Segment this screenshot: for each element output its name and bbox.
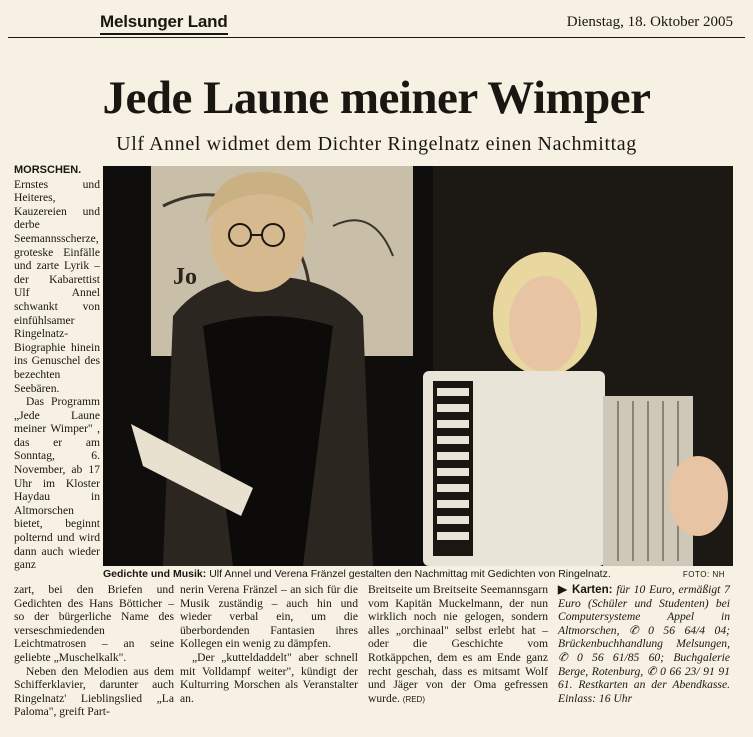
- woman-head: [509, 276, 581, 372]
- paragraph: nerin Verena Fränzel – an sich für die Musik zuständig – auch hin und wieder verbal ein, um die überbordenden Fantasien ihres Kollegen ein wenig zu dämpfen.: [180, 583, 358, 651]
- photo-illustration: [103, 166, 733, 566]
- ticket-info-label: ▶ Karten:: [558, 583, 613, 596]
- ticket-info: [558, 583, 730, 705]
- paragraph: Neben den Melodien aus dem Schifferklavier, darunter auch Ringelnatz' Lieblingslied „La Paloma", greift Part-: [14, 664, 174, 719]
- article-column-3: [368, 583, 548, 706]
- banner-text: Jo: [173, 264, 197, 290]
- caption-label: Gedichte und Musik:: [103, 568, 207, 580]
- header-rule: [8, 37, 745, 38]
- author-tag: (RED): [402, 694, 425, 704]
- paragraph: Ernstes und Heiteres, Kauzereien und derbe Seemannsscherze, groteske Einfälle und zarte Lyrik – der Kabarettist Ulf Annel schwankt von einfühlsamer Ringelnatz-Biographie hinein ins Genuschel des bezechten Seebären.: [14, 177, 100, 395]
- photo-caption: [103, 568, 733, 580]
- ticket-info-text: für 10 Euro, ermäßigt 7 Euro (Schüler und Studenten) bei Computersysteme Appel in Altmorschen, ✆ 0 56 64/4 04; Brückenbuchhandlung Melsungen, ✆ 0 56 61/85 60; Buchgalerie Berge, Rotenburg, ✆ 0 66 23/ 91 91 61. Restkarten an der Abendkasse. Einlass: 16 Uhr: [558, 583, 730, 705]
- paragraph: „Der „kutteldaddelt" aber schnell mit Volldampf weiter", kündigt der Kulturring Morschen als Veranstalter an.: [180, 650, 358, 705]
- paragraph: Das Programm „Jede Laune meiner Wimper" , das er am Sonntag, 6. November, ab 17 Uhr im Kloster Haydau in Altmorschen bietet, beginnt polternd und wird dann auch wieder ganz: [14, 395, 100, 572]
- woman-hand: [668, 456, 728, 536]
- section-label: Melsunger Land: [100, 12, 228, 35]
- paragraph: Breitseite um Breitseite Seemannsgarn vom Kapitän Muckelmann, der nun wirklich noch nie gelogen, sondern alles „orchinaal" selbst erlebt hat – oder die Geschichte vom Rotkäppchen, dem es am Ende ganz recht geschah, dass es mitsamt Wolf und Jäger von der Oma gefressen wurde.: [368, 583, 548, 705]
- subheadline: Ulf Annel widmet dem Dichter Ringelnatz einen Nachmittag: [116, 133, 637, 155]
- dateline: MORSCHEN.: [14, 164, 82, 176]
- article-column-1-continued: [14, 583, 174, 719]
- issue-date: Dienstag, 18. Oktober 2005: [566, 14, 733, 30]
- headline: Jede Laune meiner Wimper: [102, 72, 651, 124]
- paragraph: zart, bei den Briefen und Gedichten des Hans Bötticher – so der bürgerliche Name des verseschmiedenden Leichtmatrosen – an seine geliebte „Muschelkalk".: [14, 583, 174, 664]
- caption-text: Ulf Annel und Verena Fränzel gestalten den Nachmittag mit Gedichten von Ringelnatz.: [209, 568, 611, 580]
- photo-credit: FOTO: NH: [682, 570, 725, 579]
- article-photo: [103, 166, 733, 566]
- article-column-1: [14, 163, 100, 572]
- article-column-2: [180, 583, 358, 705]
